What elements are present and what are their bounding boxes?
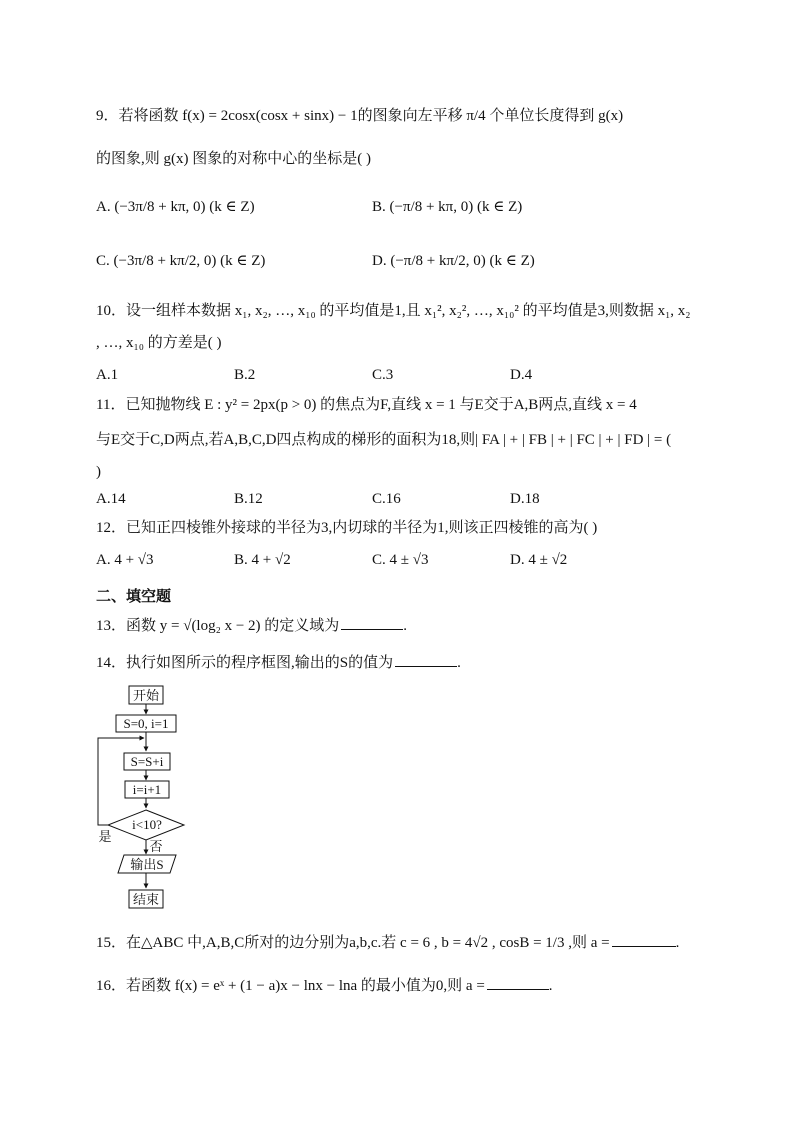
q13-text: 13．函数 y = √(log₂ x − 2) 的定义域为 [96,618,340,634]
q15-answer-blank[interactable] [612,934,676,947]
q11-line3: ) [96,464,101,480]
flow-start-label: 开始 [132,688,160,703]
q16-line: 16．若函数 f(x) = eˣ + (1 − a)x − lnx − lna 的最小值为0,则 a = . [96,978,553,994]
q9-option-a: A. (−3π/8 + kπ, 0) (k ∈ Z) [96,199,255,215]
q9-option-d: D. (−π/8 + kπ/2, 0) (k ∈ Z) [372,253,535,269]
q11-option-a: A.14 [96,491,126,507]
flow-init-label: S=0, i=1 [123,716,169,731]
q9-option-c: C. (−3π/8 + kπ/2, 0) (k ∈ Z) [96,253,266,269]
flow-step1-label: S=S+i [130,754,164,769]
q13-line: 13．函数 y = √(log₂ x − 2) 的定义域为 . [96,618,408,634]
q10-option-d: D.4 [510,367,533,383]
flowchart [94,684,214,914]
q15-text: 15．在△ABC 中,A,B,C所对的边分别为a,b,c.若 c = 6 , b = 4√2 , cosB = 1/3 ,则 a = [96,935,610,951]
q12-line1: 12．已知正四棱锥外接球的半径为3,内切球的半径为1,则该正四棱锥的高为( ) [96,520,598,536]
q9-line2: 的图象,则 g(x) 图象的对称中心的坐标是( ) [96,151,371,167]
q9-option-b: B. (−π/8 + kπ, 0) (k ∈ Z) [372,199,523,215]
q14-answer-blank[interactable] [395,654,457,667]
q13-answer-blank[interactable] [341,617,403,630]
q11-line2: 与E交于C,D两点,若A,B,C,D四点构成的梯形的面积为18,则| FA | + | FB | + | FC | + | FD | = ( [96,432,672,448]
q11-option-b: B.12 [234,491,263,507]
q11-option-c: C.16 [372,491,401,507]
q11-line1: 11．已知抛物线 E : y² = 2px(p > 0) 的焦点为F,直线 x = 1 与E交于A,B两点,直线 x = 4 [96,397,637,413]
q11-option-d: D.18 [510,491,540,507]
q16-text: 16．若函数 f(x) = eˣ + (1 − a)x − lnx − lna 的最小值为0,则 a = [96,978,485,994]
q12-option-d: D. 4 ± √2 [510,552,568,568]
q10-option-b: B.2 [234,367,256,383]
q12-option-a: A. 4 + √3 [96,552,154,568]
flow-cond-label: i<10? [132,817,162,832]
q10-option-a: A.1 [96,367,119,383]
q9-line1: 9．若将函数 f(x) = 2cosx(cosx + sinx) − 1的图象向左平移 π/4 个单位长度得到 g(x) [96,108,624,124]
flow-step2-label: i=i+1 [132,782,162,797]
flow-yes-label: 是 [98,829,112,844]
section-heading-fill-in: 二、填空题 [96,589,172,605]
q10-option-c: C.3 [372,367,394,383]
q14-line: 14．执行如图所示的程序框图,输出的S的值为 . [96,655,461,671]
flow-end-label: 结束 [132,892,160,907]
flow-no-label: 否 [149,839,163,854]
q10-line2: , …, x₁₀ 的方差是( ) [96,335,222,351]
flow-output-label: 输出S [130,857,164,872]
q12-option-b: B. 4 + √2 [234,552,291,568]
q16-answer-blank[interactable] [487,977,549,990]
q14-text: 14．执行如图所示的程序框图,输出的S的值为 [96,655,394,671]
q10-line1: 10．设一组样本数据 x₁, x₂, …, x₁₀ 的平均值是1,且 x₁², x₂², …, x₁₀² 的平均值是3,则数据 x₁, x₂ [96,303,691,319]
q15-line: 15．在△ABC 中,A,B,C所对的边分别为a,b,c.若 c = 6 , b = 4√2 , cosB = 1/3 ,则 a = . [96,935,680,951]
q12-option-c: C. 4 ± √3 [372,552,429,568]
